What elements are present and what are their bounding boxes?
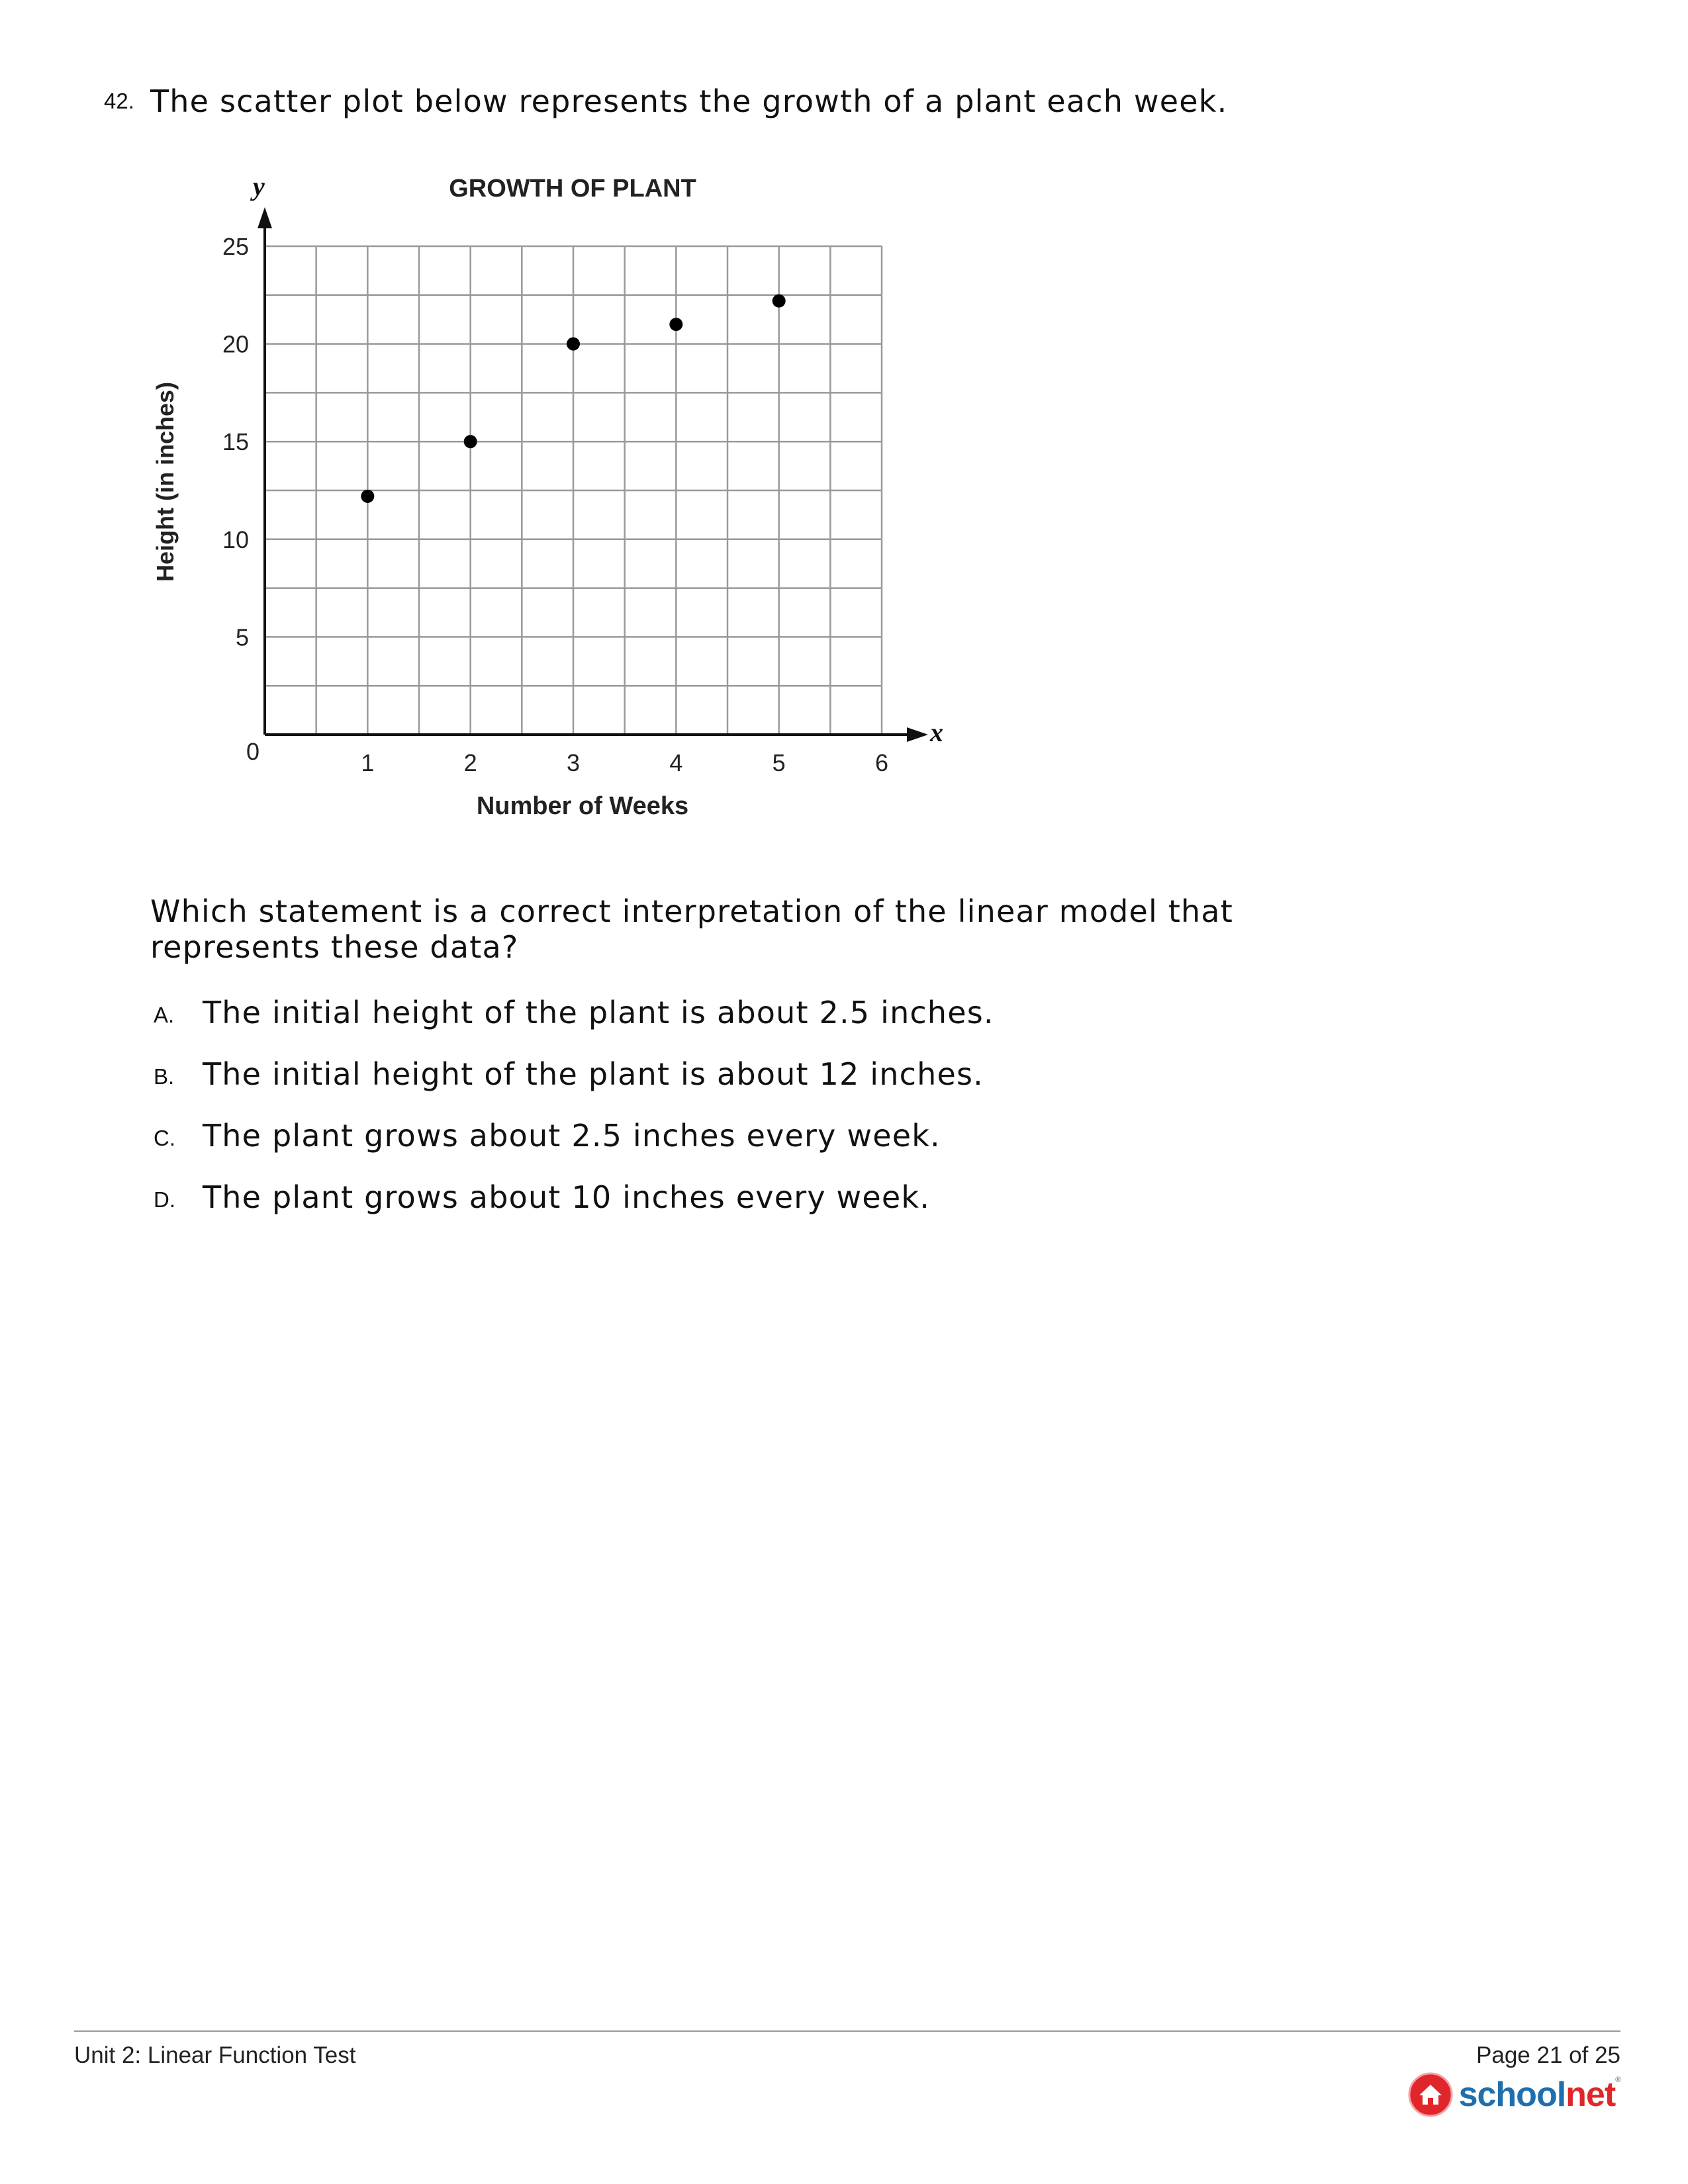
choice-a[interactable] (154, 995, 1345, 1034)
question-text: The scatter plot below represents the growth of a plant each week. (150, 83, 1228, 119)
choice-text: The plant grows about 10 inches every week. (203, 1179, 931, 1215)
choice-letter: A. (154, 1003, 175, 1027)
footer-divider (74, 2030, 1620, 2032)
y-tick-label: 20 (222, 330, 249, 358)
footer-page-number: Page 21 of 25 (1476, 2042, 1620, 2068)
y-tick-label: 25 (222, 233, 249, 260)
house-icon (1407, 2071, 1454, 2118)
choice-text: The plant grows about 2.5 inches every week. (203, 1118, 941, 1154)
y-tick-label: 10 (222, 525, 249, 553)
data-point (464, 435, 477, 448)
chart-title: GROWTH OF PLANT (449, 175, 696, 203)
choice-b[interactable] (154, 1056, 1345, 1096)
y-axis-label: Height (in inches) (152, 381, 179, 582)
data-point (361, 490, 374, 503)
origin-label: 0 (246, 738, 260, 765)
y-axis-letter: y (253, 171, 265, 201)
y-tick-label: 5 (235, 623, 249, 651)
x-tick-label: 2 (463, 749, 477, 776)
chart-grid (265, 246, 882, 735)
x-tick-label: 3 (566, 749, 581, 776)
data-point (773, 295, 786, 308)
choice-text: The initial height of the plant is about 12 inches. (203, 1056, 984, 1092)
schoolnet-logo (1407, 2070, 1620, 2119)
choice-letter: C. (154, 1126, 175, 1150)
data-point (567, 338, 580, 351)
logo-wordmark-net: net (1566, 2075, 1616, 2114)
data-point (669, 318, 682, 331)
logo-wordmark (1459, 2075, 1620, 2115)
choice-d[interactable] (154, 1179, 1345, 1219)
question-prompt: Which statement is a correct interpretation of the linear model that represents these data? (150, 893, 1234, 965)
y-axis-arrow (258, 207, 272, 228)
choice-letter: B. (154, 1064, 175, 1089)
choice-text: The initial height of the plant is about 2.5 inches. (203, 995, 994, 1030)
choice-letter: D. (154, 1187, 175, 1212)
chart-axes (222, 207, 928, 776)
x-tick-label: 5 (772, 749, 786, 776)
x-axis-arrow (907, 727, 928, 742)
x-axis-label: Number of Weeks (476, 792, 689, 820)
y-tick-label: 15 (222, 428, 249, 456)
x-tick-label: 4 (669, 749, 683, 776)
question-number: 42. (104, 89, 134, 113)
footer-test-title: Unit 2: Linear Function Test (74, 2042, 356, 2068)
choice-c[interactable] (154, 1118, 1345, 1158)
growth-scatter-plot (139, 169, 986, 831)
logo-trademark: ® (1615, 2074, 1620, 2084)
x-tick-label: 1 (361, 749, 375, 776)
x-axis-letter: x (930, 717, 943, 747)
logo-wordmark-school: school (1458, 2075, 1566, 2114)
x-tick-label: 6 (874, 749, 889, 776)
